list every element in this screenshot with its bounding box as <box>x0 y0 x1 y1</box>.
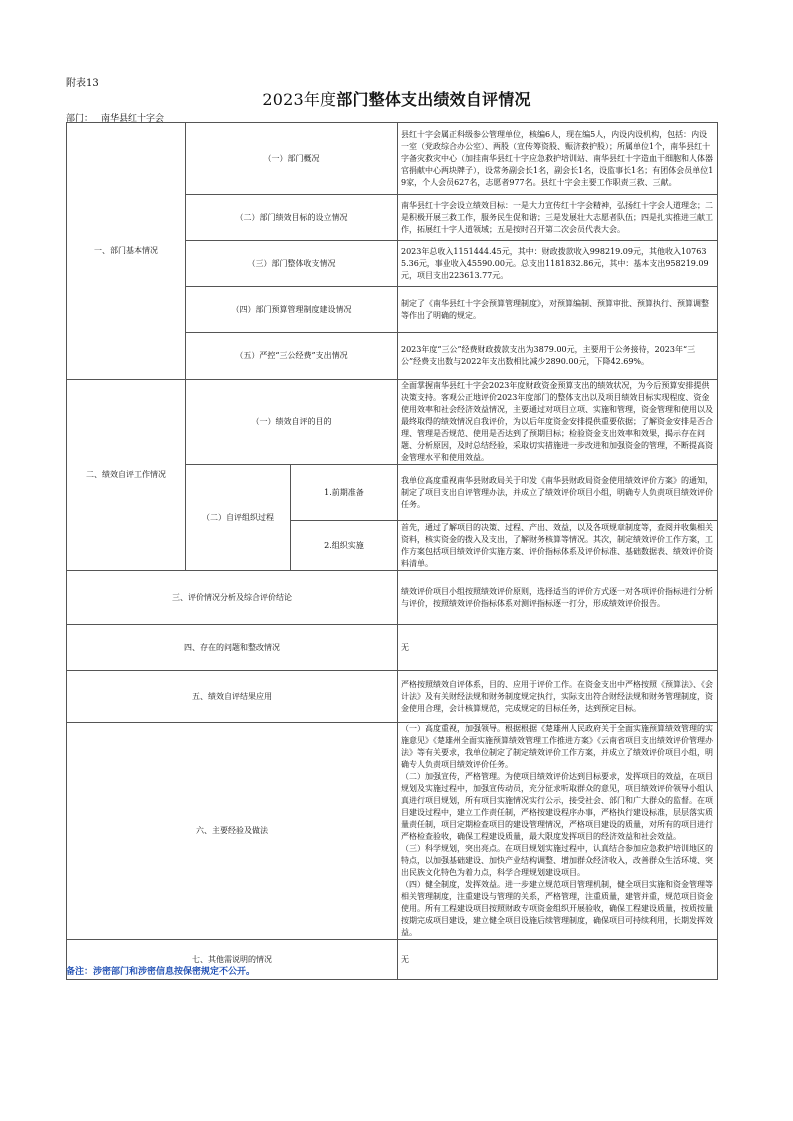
row-content-goals: 南华县红十字会设立绩效目标：一是大力宣传红十字会精神，弘扬红十字会人道理念；二是积极开展三救工作，服务民生促和谐；三是发展壮大志愿者队伍；四是扎实推进三献工作，拓展红十字人道领域；五是按时召开第二次会员代表大会。 <box>398 195 718 241</box>
department-label: 部门： <box>66 114 94 124</box>
self-evaluation-table <box>66 122 718 980</box>
section-content-problems: 无 <box>398 625 718 671</box>
row-label-purpose: （一）绩效自评的目的 <box>186 380 398 465</box>
row-label-organization: （二）自评组织过程 <box>186 465 291 571</box>
section-content-other: 无 <box>398 940 718 980</box>
row-label-overview: （一）部门概况 <box>186 123 398 195</box>
section-label-analysis: 三、评价情况分析及综合评价结论 <box>67 571 398 625</box>
table-row <box>67 723 718 940</box>
row-content-purpose: 全面掌握南华县红十字会2023年度财政资金预算支出的绩效状况，为今后预算安排提供决策支持。客观公正地评价2023年度部门的整体支出以及项目绩效目标实现程度、资金使用效率和社会经济效益情况，主要通过对项目立项、实施和管理，资金管理和使用以及最终取得的绩效情况自我评价，为以后年度资金安排提供重要依据；了解资金安排是否合理、管理是否规范、使用是否达到了预期目标；检验资金支出效率和效果，揭示存在问题、分析原因，及时总结经验，采取切实措施进一步改进和加强资金的管理，不断提高资金管理水平和使用效益。 <box>398 380 718 465</box>
section-label-self-eval: 二、绩效自评工作情况 <box>67 380 186 571</box>
section-label-problems: 四、存在的问题和整改情况 <box>67 625 398 671</box>
title-year: 2023年度 <box>262 90 337 109</box>
title-main: 部门整体支出绩效自评情况 <box>336 90 531 109</box>
subrow-content-implement: 首先，通过了解项目的决策、过程、产出、效益，以及各项规章制度等，查阅并收集相关资料，核实资金的拨入及支出，了解财务核算等情况。其次，制定绩效评价工作方案，工作方案包括项目绩效评价实施方案、评价指标体系及评价标准、基础数据表、绩效评价资料清单。 <box>398 521 718 571</box>
table-row <box>67 571 718 625</box>
section-content-results: 严格按照绩效自评体系，目的、应用于评价工作。在资金支出中严格按照《预算法》、《会计法》及有关财经法规和财务制度规定执行，实际支出符合财经法规和财务管理制度，资金使用合理，会计核算规范，完成规定的目标任务，达到预定目标。 <box>398 671 718 723</box>
section-label-other: 七、其他需说明的情况 <box>67 940 398 980</box>
row-label-three-public: （五）严控“三公经费”支出情况 <box>186 333 398 380</box>
table-row <box>67 123 718 195</box>
subrow-content-prep: 我单位高度重视南华县财政局关于印发《南华县财政局资金使用绩效评价方案》的通知，制定了项目支出自评管理办法，并成立了绩效评价项目小组，明确专人负责项目绩效评价任务。 <box>398 465 718 521</box>
row-content-budget: 2023年总收入1151444.45元，其中：财政拨款收入998219.09元，其他收入107635.36元，事业收入45590.00元。总支出1181832.86元，其中：基本支出958219.09元，项目支出223613.77元。 <box>398 241 718 287</box>
subrow-label-implement: 2.组织实施 <box>291 521 398 571</box>
section-content-experience: （一）高度重视，加强领导。根据根据《楚雄州人民政府关于全面实施预算绩效管理的实施意见》《楚雄州全面实施预算绩效管理工作推进方案》《云南省项目支出绩效评价管理办法》等有关要求，我单位制定了制定绩效评价工作方案，并成立了绩效评价项目小组，明确专人负责项目绩效评价任务。 （二）加强宣传，严格管理。为使项目绩效评价达到目标要求，发挥项目的效益，在项目规划及实施过程中，加强宣传动员，充分征求听取群众的意见，项目绩效评价领导小组认真进行项目规划，所有项目实施情况实行公示，接受社会、部门和广大群众的监督。在项目建设过程中，建立工作责任制，严格按建设程序办事，严格执行建设标准，层层落实质量责任制，项目定期检查项目的建设管理情况，严格项目建设的质量，对所有的项目进行严格检查验收，确保工程建设质量，最大限度发挥项目的经济效益和社会效益。 （三）科学规划，突出亮点。在项目规划实施过程中，认真结合参加应急救护培训地区的特点，以加强基础建设、加快产业结构调整、增加群众经济收入，改善群众生活环境、突出民族文化特色为着力点，科学合理规划建设项目。 （四）健全制度，发挥效益。进一步建立规范项目管理机制，健全项目实施和资金管理等相关管理制度，注重建设与管理的关系，严格管理，注重质量，建管并重，规范项目资金使用。所有工程建设项目按照财政专项资金组织开展验收，确保工程建设质量，按质按量按期完成项目建设，建立健全项目设施后续管理制度，确保项目可持续利用，长期发挥效益。 <box>398 723 718 940</box>
row-content-rules: 制定了《南华县红十字会预算管理制度》，对预算编制、预算审批、预算执行、预算调整等作出了明确的规定。 <box>398 287 718 333</box>
row-label-budget: （三）部门整体收支情况 <box>186 241 398 287</box>
page-title <box>0 87 793 110</box>
section-content-analysis: 绩效评价项目小组按照绩效评价原则，选择适当的评价方式逐一对各项评价指标进行分析与评价，按照绩效评价指标体系对测评指标逐一打分，形成绩效评价报告。 <box>398 571 718 625</box>
section-label-experience: 六、主要经验及做法 <box>67 723 398 940</box>
row-content-three-public: 2023年度“三公”经费财政拨款支出为3879.00元，主要用于公务接待，2023年“三公”经费支出数与2022年支出数相比减少2890.00元，下降42.69%。 <box>398 333 718 380</box>
department-name: 南华县红十字会 <box>101 114 165 124</box>
section-label-results: 五、绩效自评结果应用 <box>67 671 398 723</box>
row-label-goals: （二）部门绩效目标的设立情况 <box>186 195 398 241</box>
table-row <box>67 671 718 723</box>
subrow-label-prep: 1.前期准备 <box>291 465 398 521</box>
row-label-rules: （四）部门预算管理制度建设情况 <box>186 287 398 333</box>
section-label-basic: 一、部门基本情况 <box>67 123 186 380</box>
attachment-label: 附表13 <box>66 78 99 89</box>
table-row <box>67 625 718 671</box>
row-content-overview: 县红十字会属正科级参公管理单位，核编6人，现在编5人，内设内设机构，包括：内设一室（党政综合办公室）、两股（宣传筹资股、赈济救护股）；所属单位1个，南华县红十字备灾救灾中心（加挂南华县红十字应急救护培训站、南华县红十字造血干细胞和人体器官捐献中心两块牌子），设常务副会长1名，副会长1名，设监事长1名；有团体会员单位19家，个人会员627名，志愿者977名。县红十字会主要工作职责三救、三献。 <box>398 123 718 195</box>
footnote: 备注：涉密部门和涉密信息按保密规定不公开。 <box>66 967 256 977</box>
table-row <box>67 380 718 465</box>
